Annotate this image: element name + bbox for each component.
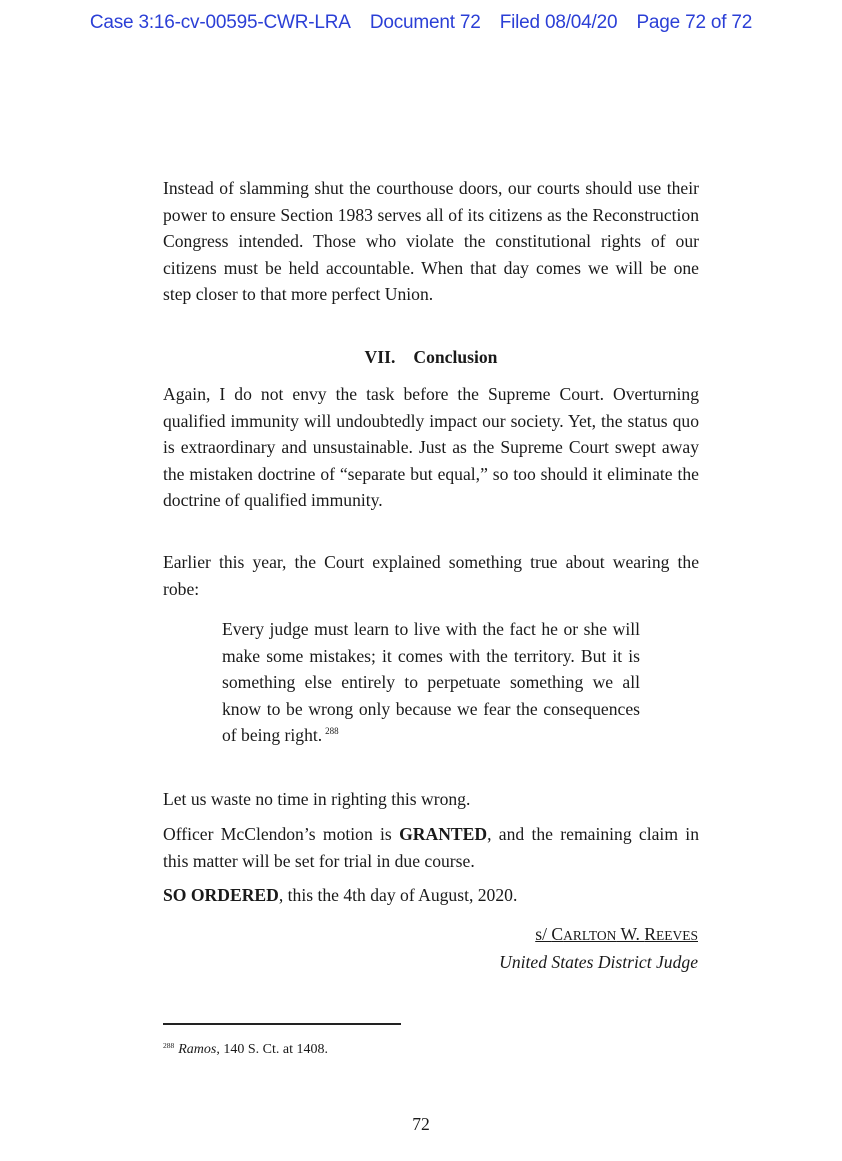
ecf-filing-header [0, 12, 842, 34]
footnote-reference: 288 [325, 726, 339, 737]
signature-name [499, 921, 698, 949]
motion-text-lead: Officer McClendon’s motion is [163, 824, 400, 844]
case-number: Case 3:16-cv-00595-CWR-LRA [89, 12, 351, 33]
footnote-case-name: Ramos [178, 1042, 217, 1057]
paragraph-more-perfect-union: Instead of slamming shut the courthouse doors, our courts should use their power to ensure Section 1983 serves all of its citizens as the Reconstruction Congress intended. Those who violate the constitutional rights of our citizens must be held accountable. When that day comes we will be one step closer to that more perfect Union. [163, 178, 699, 305]
signature-block [499, 921, 698, 976]
footnote-divider [163, 1023, 401, 1025]
footnote-number: 288 [163, 1041, 175, 1050]
section-heading-conclusion [163, 344, 699, 370]
document-number: Document 72 [369, 12, 481, 33]
block-quote [222, 616, 640, 749]
paragraph-righting-wrong: Let us waste no time in righting this wrong. [163, 789, 471, 809]
page-count: Page 72 of 72 [636, 12, 753, 33]
granted-text: GRANTED [399, 824, 488, 844]
paragraph-motion-granted [163, 821, 699, 874]
signature-first-rest: ARLTON [563, 928, 617, 943]
order-date-text: , this the 4th day of August, 2020. [278, 885, 518, 905]
page-number: 72 [412, 1114, 430, 1134]
paragraph-wearing-the-robe: Earlier this year, the Court explained something true about wearing the robe: [163, 552, 699, 599]
signature-title: United States District Judge [499, 952, 698, 972]
signature-first-initial: C [551, 924, 564, 944]
block-quote-text: Every judge must learn to live with the fact he or she will make some mistakes; it comes with the territory. But it is something else entirely to perpetuate something we all know to be wrong only because we fear the consequences of being right. [222, 619, 640, 746]
signature-last-initial: R [644, 924, 656, 944]
paragraph-so-ordered [163, 882, 699, 909]
so-ordered-text: SO ORDERED [163, 885, 279, 905]
signature-middle: W. [616, 924, 645, 944]
paragraph-supreme-court: Again, I do not envy the task before the Supreme Court. Overturning qualified immunity will undoubtedly impact our society. Yet, the status quo is extraordinary and unsustainable. Just as the Supreme Court swept away the mistaken doctrine of “separate but equal,” so too should it eliminate the doctrine of qualified immunity. [163, 384, 699, 511]
motion-text-tail: , and the remaining claim in this matter will be set for trial in due course. [163, 824, 699, 871]
section-number: VII. [364, 347, 396, 367]
filed-date: Filed 08/04/20 [499, 12, 618, 33]
section-title: Conclusion [413, 347, 498, 367]
signature-last-rest: EEVES [656, 928, 698, 943]
signature-prefix: s/ [535, 924, 552, 944]
footnote-citation: , 140 S. Ct. at 1408. [216, 1042, 328, 1057]
footnote [163, 1041, 328, 1059]
